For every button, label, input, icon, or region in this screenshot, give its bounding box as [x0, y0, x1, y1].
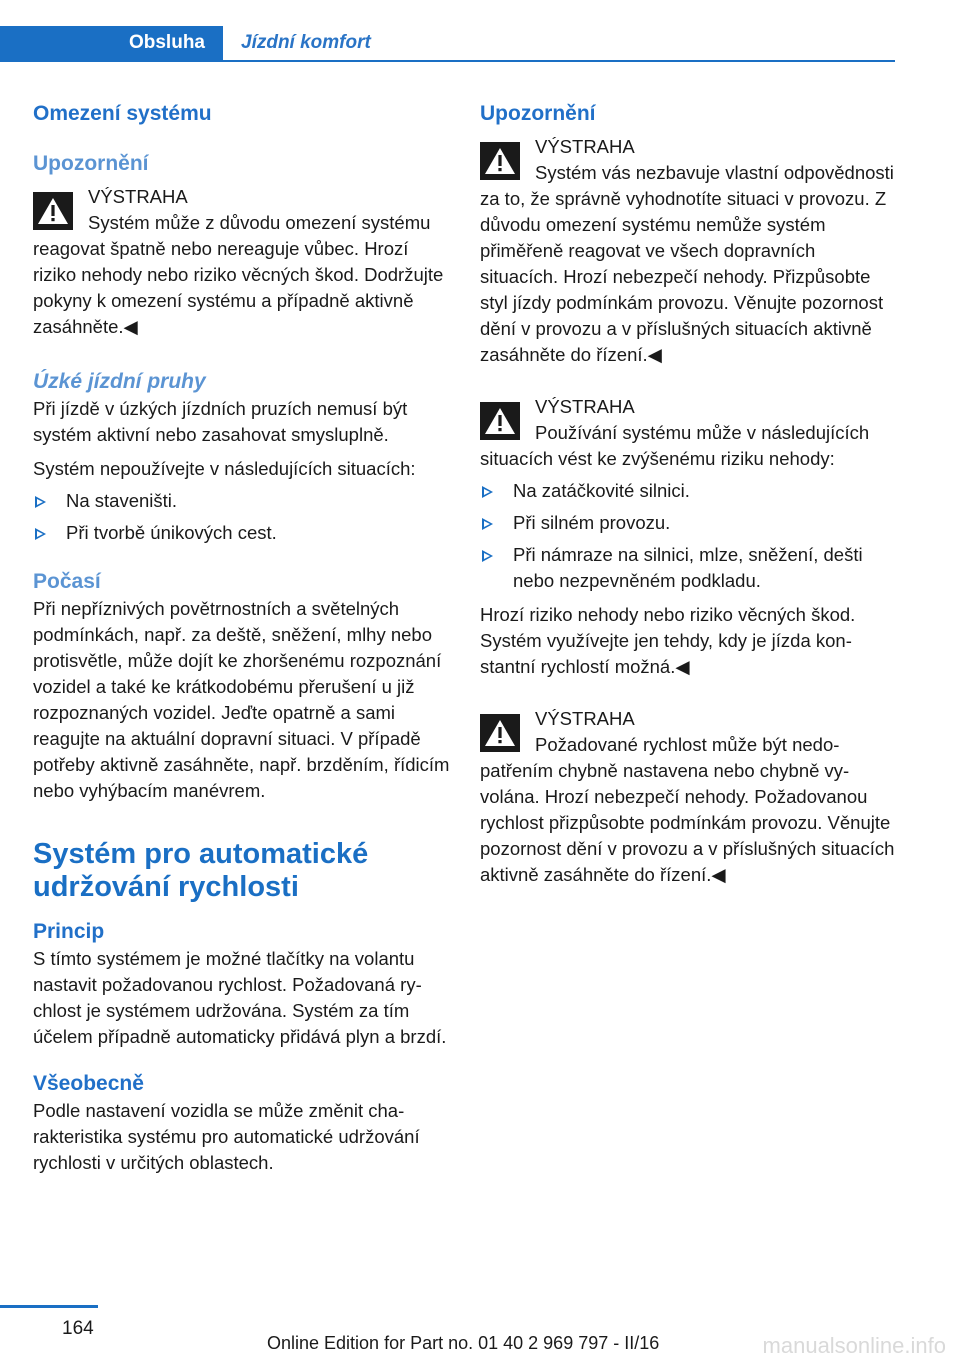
right-column	[480, 100, 898, 888]
chapter-title: Systém pro automatické udržování rychlosti	[33, 838, 369, 903]
warning-label: VÝSTRAHA	[535, 396, 635, 417]
tab-jizdni-komfort[interactable]: Jízdní komfort	[241, 32, 371, 53]
list-item: Při námraze na silnici, mlze, sněžení, dešti nebo nezpevněném podkladu.	[480, 542, 898, 594]
paragraph: Při jízdě v úzkých jízdních pruzích nemusí být systém aktivní nebo zasahovat smysluplně.	[33, 398, 408, 445]
warning-label: VÝSTRAHA	[535, 136, 635, 157]
header-rule	[0, 60, 895, 62]
warning-triangle-icon	[480, 142, 520, 180]
list-item: Na zatáčkovité silnici.	[480, 478, 898, 504]
warning-block-1	[33, 184, 451, 340]
section-title-principle: Princip	[33, 920, 105, 943]
watermark: manualsonline.info	[762, 1333, 946, 1358]
tab-obsluha[interactable]: Obsluha	[0, 26, 223, 60]
page-number: 164	[62, 1318, 94, 1339]
warning-triangle-icon	[480, 402, 520, 440]
warning-text: Systém vás nezbavuje vlastní odpovědnosti za to, že správně vyhodnotíte situaci v provozu. Z důvodu omezení systému nemůže systém přiměřeně reagovat ve všech dopravních situacích. Hrozí nebezpečí nehody. Přizpůsobte styl jízdy podmínkám provozu. Věnujte pozornost dění v provozu a v příslušných situacích aktivně zasáhněte do řízení.◀	[480, 162, 894, 365]
header-tabs	[0, 26, 895, 62]
triangle-bullet-icon	[482, 550, 493, 562]
paragraph: Podle nastavení vozidla se může změnit charakteristika systému pro automatické udržování rychlosti v určitých oblastech.	[33, 1100, 420, 1173]
edition-text: Online Edition for Part no. 01 40 2 969 797 - II/16	[267, 1333, 660, 1353]
bullet-list	[480, 478, 898, 594]
list-item: Na staveništi.	[33, 488, 451, 514]
warnings-heading: Upozornění	[480, 102, 596, 125]
left-column	[33, 100, 451, 1176]
subsection-title-narrow-lanes: Úzké jízdní pruhy	[33, 370, 206, 393]
triangle-bullet-icon	[482, 486, 493, 498]
footer-rule	[0, 1305, 98, 1308]
warning-block-2	[480, 134, 898, 368]
warning-block-3	[480, 394, 898, 472]
subsection-title-weather: Počasí	[33, 570, 101, 593]
warning-label: VÝSTRAHA	[88, 186, 188, 207]
list-item: Při tvorbě únikových cest.	[33, 520, 451, 546]
paragraph: S tímto systémem je možné tlačítky na volantu nastavit požadovanou rychlost. Požadovaná rychlost je systémem udržována. Systém za tím účelem případně automaticky přidává plyn a brzdí.	[33, 948, 447, 1047]
triangle-bullet-icon	[35, 496, 46, 508]
warning-triangle-icon	[33, 192, 73, 230]
section-title-general: Všeobecně	[33, 1072, 144, 1095]
list-item: Při silném provozu.	[480, 510, 898, 536]
warning-label: VÝSTRAHA	[535, 708, 635, 729]
section-title-system-limits: Omezení systému	[33, 102, 212, 125]
warning-text: Požadované rychlost může být nedopatřením chybně nastavena nebo chybně vyvolána. Hrozí nebezpečí nehody. Požadovanou rychlost přizpůsobte podmínkám provozu. Věnujte pozornost dění v provozu a v příslušných situacích aktivně zasáhněte do řízení.◀	[480, 734, 895, 885]
warning-block-4	[480, 706, 898, 888]
triangle-bullet-icon	[35, 528, 46, 540]
warning-triangle-icon	[480, 714, 520, 752]
bullet-list	[33, 488, 451, 546]
warning-text: Používání systému může v následujících situacích vést ke zvýšenému riziku nehody:	[480, 422, 870, 469]
paragraph: Systém nepoužívejte v následujících situacích:	[33, 458, 416, 479]
paragraph: Hrozí riziko nehody nebo riziko věcných škod. Systém využívejte jen tehdy, kdy je jízda konstantní rychlostí možná.◀	[480, 604, 856, 677]
warnings-heading: Upozornění	[33, 152, 149, 175]
triangle-bullet-icon	[482, 518, 493, 530]
warning-text: Systém může z důvodu omezení systému reagovat špatně nebo nereaguje vůbec. Hrozí riziko nehody nebo riziko věcných škod. Dodržujte pokyny k omezení systému a případně aktivně zasáhněte.◀	[33, 212, 444, 337]
paragraph: Při nepříznivých povětrnostních a světelných podmínkách, např. za deště, sněžení, mlhy nebo protisvětle, může dojít ke zhoršenému rozpoznání vozidel a také ke krátkodobému přerušení u již rozpoznaných vozidel. Jeďte opatrně a sami reagujte na aktuální dopravní situaci. V případě potřeby aktivně zasáhněte, např. brzděním, řídicím nebo vyhýbacím manévrem.	[33, 598, 450, 801]
